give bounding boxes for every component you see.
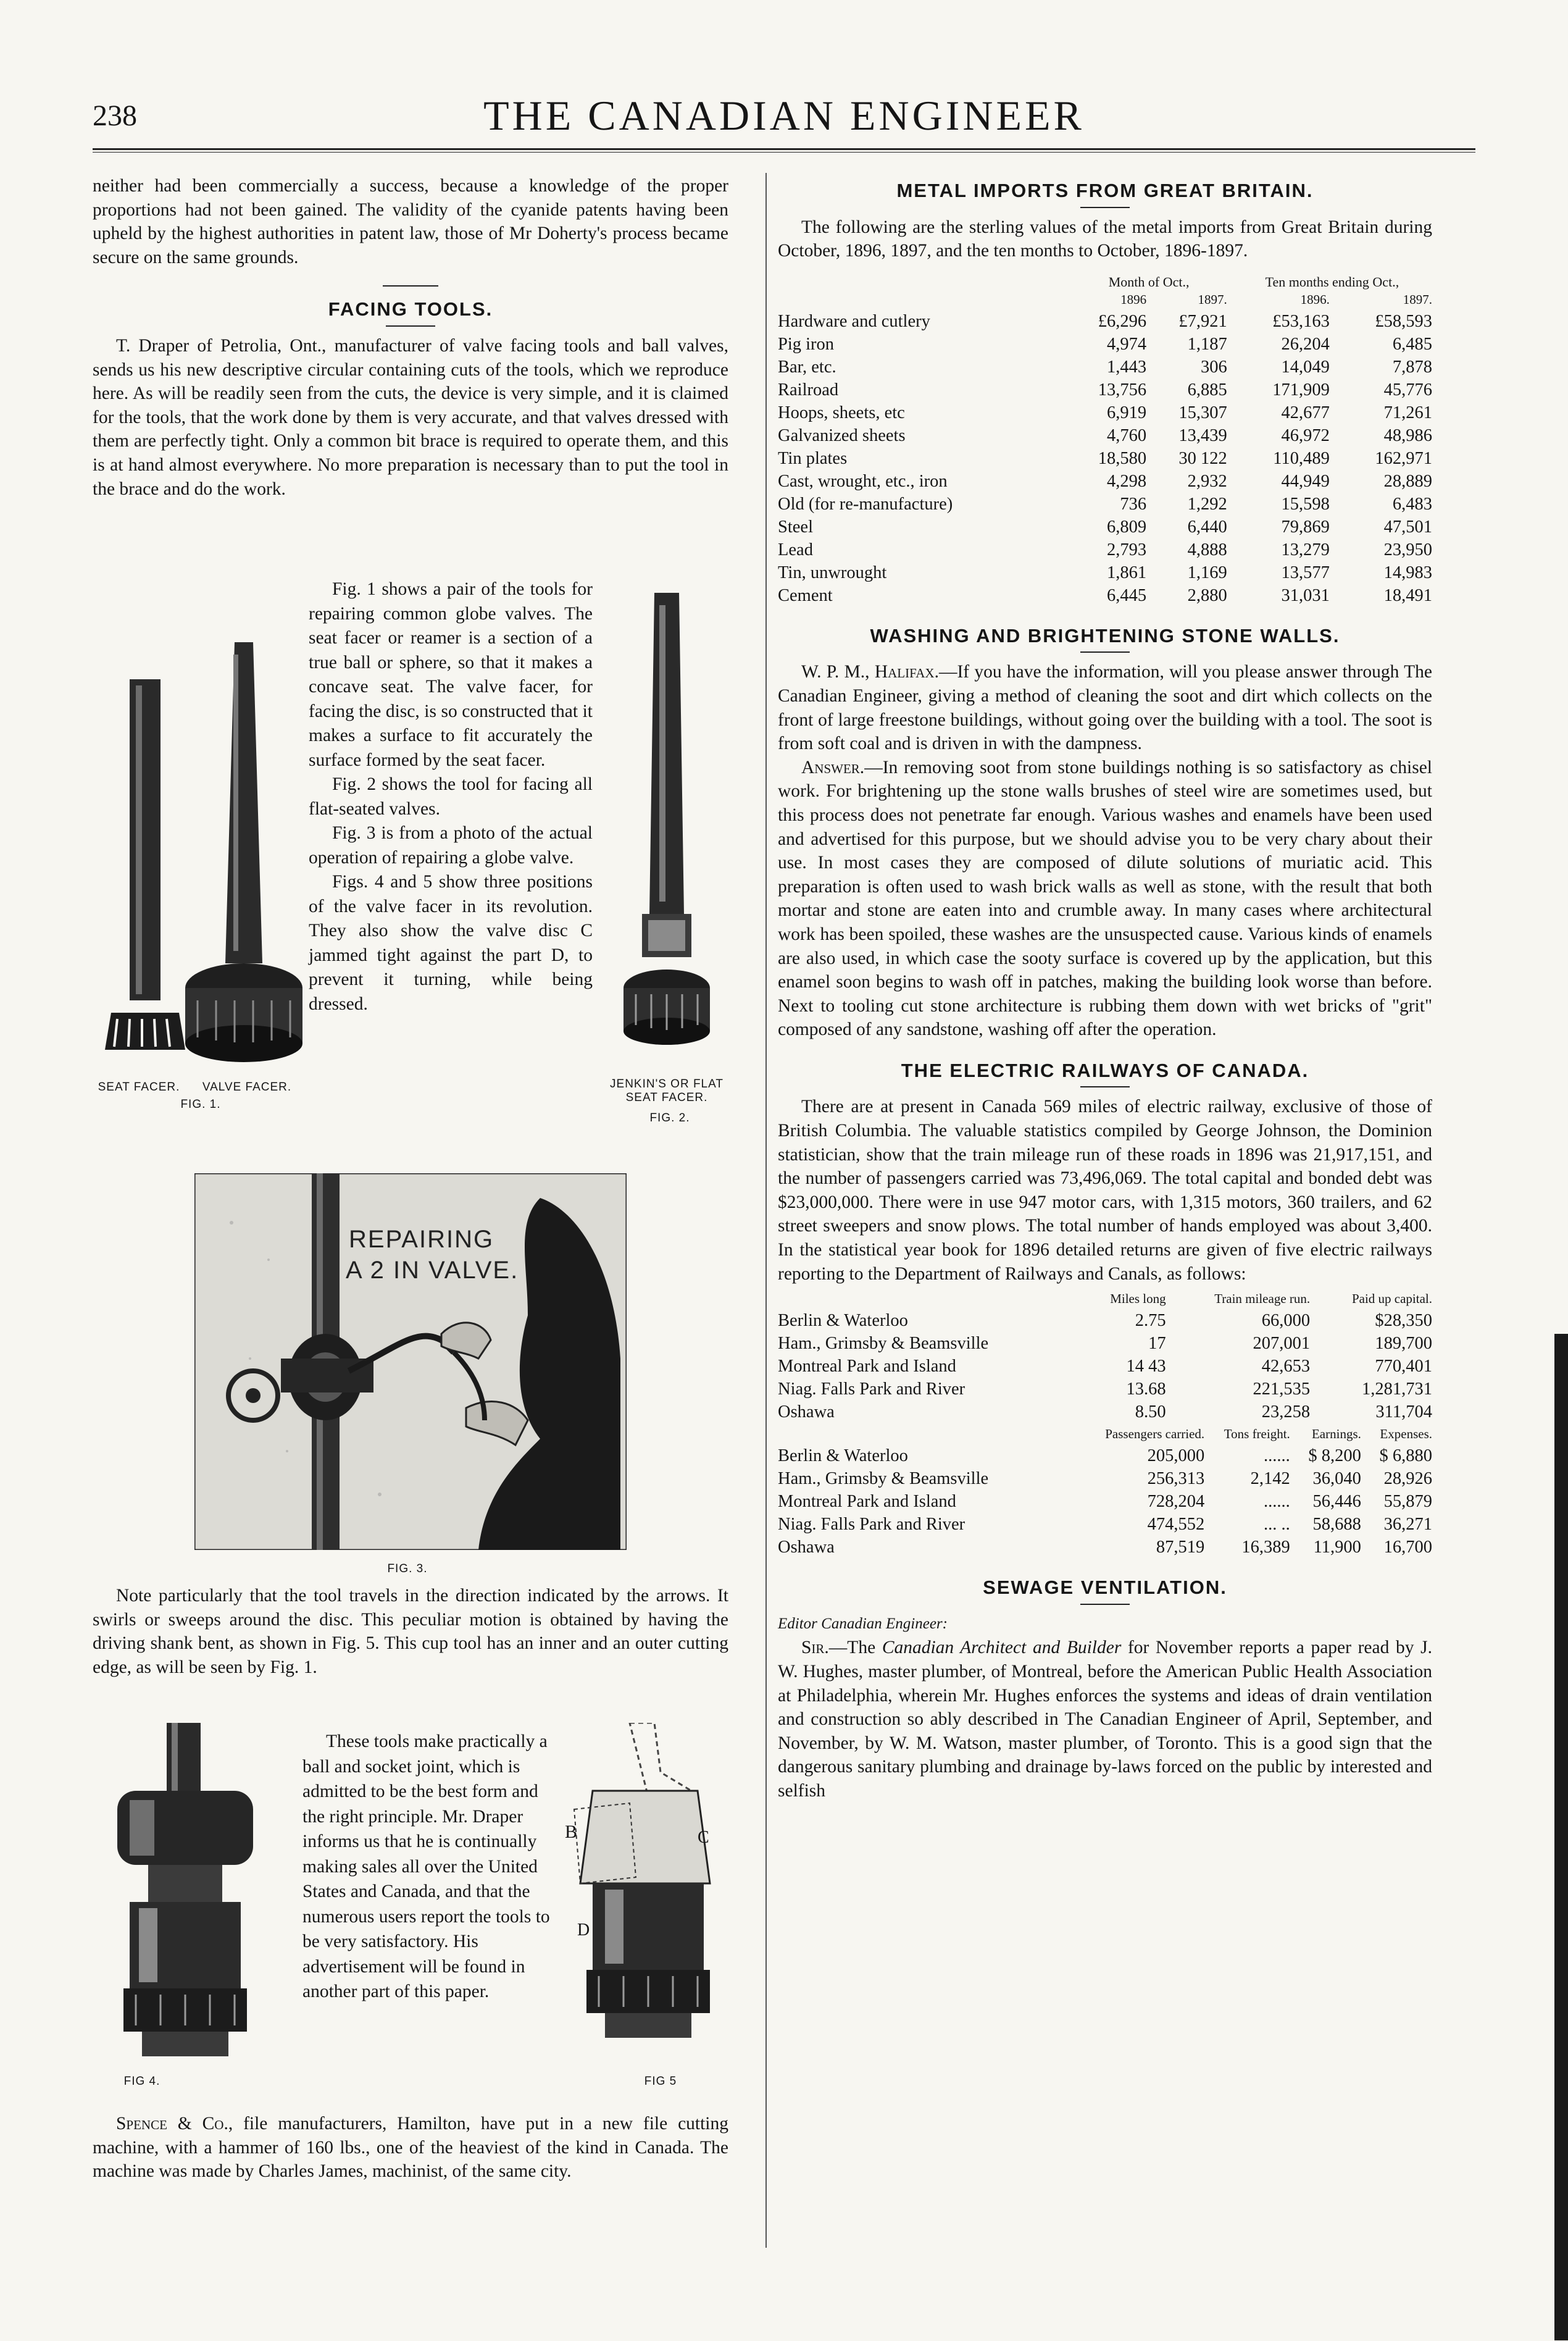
metal-imports-row-label: Bar, etc. [778, 357, 836, 377]
electric-t2-row [778, 1490, 1432, 1513]
facing-tools-para7: These tools make practically a ball and socket joint, which is admitted to be the best form and the right principle. Mr. Draper informs us that he is continually making sales all over the United States and Canada, and that the numerous users report the tools to be very satisfactory. His advertisement will be found in another part of this paper. [302, 1732, 550, 2001]
electric-t2-row [778, 1513, 1432, 1536]
metal-imports-cell: 46,972 [1281, 425, 1330, 445]
facing-tools-para4: Fig. 3 is from a photo of the actual operation of repairing a globe valve. [309, 823, 593, 868]
page-number: 238 [93, 99, 137, 132]
washing-heading: WASHING AND BRIGHTENING STONE WALLS. [870, 624, 1340, 647]
electric-t2-cell: ...... [1264, 1492, 1290, 1512]
fig3-sign-line1: REPAIRING [349, 1226, 494, 1253]
electric-t2-cell: 474,552 [1147, 1515, 1205, 1535]
fig1-label-valve-facer: VALVE FACER. [202, 1081, 292, 1094]
metal-imports-cell: 1,187 [1187, 334, 1227, 354]
fig5-caption: FIG 5 [644, 2075, 677, 2088]
metal-imports-cell: 13,439 [1178, 425, 1227, 445]
electric-t1-cell: 2.75 [1135, 1311, 1166, 1331]
fig5-illustration [556, 1723, 728, 2075]
metal-imports-row [778, 356, 1432, 379]
electric-t2-cell: 16,389 [1241, 1538, 1290, 1557]
washing-question: —If you have the information, will you please answer through The Canadian Engineer, giving a method of cleaning the soot and dirt which collects on the front of large freestone buildings, without going over the building with a tool. The soot is from soft coal and is driven in with the dampness. [778, 662, 1432, 754]
left-column [93, 174, 728, 501]
metal-imports-cell: 42,677 [1281, 403, 1330, 422]
fig5-letter-b: B [565, 1822, 578, 1842]
metal-imports-cell: 30 122 [1178, 448, 1227, 468]
metal-imports-row [778, 561, 1432, 584]
sewage-text-start: —The [828, 1638, 882, 1658]
metal-imports-cell: 306 [1201, 357, 1227, 377]
metal-imports-cell: 15,598 [1281, 494, 1330, 514]
metal-group-month: Month of Oct., [1108, 274, 1190, 290]
electric-t2-cell: 56,446 [1312, 1492, 1361, 1512]
metal-imports-cell: 1,169 [1187, 563, 1227, 582]
fig45-side-text [302, 1729, 556, 2004]
metal-imports-row [778, 379, 1432, 401]
fig4-caption: FIG 4. [123, 2075, 161, 2088]
electric-t1-row-label: Ham., Grimsby & Beamsville [778, 1334, 989, 1354]
electric-t2-h1: Passengers carried. [1105, 1426, 1205, 1442]
header-rule-thin [93, 152, 1475, 153]
metal-imports-cell: 13,279 [1281, 540, 1330, 559]
metal-imports-cell: 14,049 [1281, 357, 1330, 377]
right-column [778, 174, 1432, 1803]
electric-t2-row-label: Niag. Falls Park and River [778, 1515, 965, 1535]
washing-answer: —In removing soot from stone buildings nothing is so satisfactory as chisel work. For brightening up the stone walls brushes of steel wire are sometimes used, but this process does not penetrate far enough. Various washes and enamels have been used and advertised for this purpose, but we should advise you to be very chary about their use. In most cases they are composed of dilute solutions of muriatic acid. This preparation is often used to wash brick walls as well as stone, with the result that both mortar and stone are eaten into and crumble away. In many cases where architectural work has been spoiled, these washes are the unsuspected cause. Various kinds of enamels are also used, in which case the sooty surface is covered up by the application, but this enamel soon begins to wash off in patches, making the building look worse than before. Next to tooling cut stone architecture is rubbing them down with wet bricks of "grit" composed of any sandstone, washing off after the operation. [778, 757, 1432, 1040]
electric-t1-cell: 42,653 [1261, 1357, 1311, 1376]
electric-t2-cell: 205,000 [1147, 1446, 1205, 1466]
metal-imports-cell: £6,296 [1098, 311, 1147, 331]
fig2-illustration [611, 593, 728, 1074]
metal-imports-cell: 110,489 [1273, 448, 1330, 468]
fig5-letter-c: C [698, 1828, 709, 1847]
metal-imports-cell: 13,756 [1098, 380, 1147, 400]
electric-t2-row-label: Oshawa [778, 1538, 835, 1557]
electric-t1-row [778, 1332, 1432, 1355]
electric-t1-cell: 17 [1148, 1334, 1166, 1354]
electric-t1-cell: 221,535 [1253, 1380, 1311, 1399]
electric-t2-cell: 28,926 [1383, 1469, 1432, 1489]
facing-tools-para5: Figs. 4 and 5 show three positions of the valve facer in its revolution. They also show the valve disc C jammed tight against the part D, to prevent it turning, while being dressed. [309, 872, 593, 1014]
scan-edge-bar [1554, 1334, 1568, 2340]
metal-imports-cell: 171,909 [1272, 380, 1330, 400]
metal-imports-cell: 6,885 [1187, 380, 1227, 400]
electric-t2-cell: ...... [1264, 1446, 1290, 1466]
metal-imports-cell: 4,298 [1106, 471, 1147, 491]
electric-t2-h3: Earnings. [1311, 1426, 1361, 1442]
metal-imports-row-label: Lead [778, 540, 813, 559]
metal-imports-row [778, 310, 1432, 333]
fig5-letter-d: D [577, 1920, 590, 1940]
metal-imports-cell: 2,793 [1106, 540, 1147, 559]
electric-t2-cell: 55,879 [1383, 1492, 1432, 1512]
metal-imports-row-label: Old (for re-manufacture) [778, 494, 953, 514]
metal-imports-row [778, 470, 1432, 493]
metal-imports-intro: The following are the sterling values of the metal imports from Great Britain during October, 1896, 1897, and the ten months to October, 1896-1897. [778, 217, 1432, 261]
electric-t1-row [778, 1309, 1432, 1332]
metal-imports-cell: 7,878 [1392, 357, 1432, 377]
electric-t1-cell: 770,401 [1375, 1357, 1432, 1376]
header-rule [93, 148, 1475, 150]
metal-imports-cell: 6,440 [1187, 517, 1227, 537]
metal-imports-cell: 1,861 [1106, 563, 1147, 582]
electric-t1-cell: 66,000 [1261, 1311, 1311, 1331]
metal-imports-row [778, 493, 1432, 516]
electric-t1-row-label: Berlin & Waterloo [778, 1311, 908, 1331]
metal-imports-cell: £53,163 [1272, 311, 1330, 331]
metal-imports-cell: 79,869 [1281, 517, 1330, 537]
metal-imports-cell: 1,292 [1187, 494, 1227, 514]
electric-t2-cell: 58,688 [1312, 1515, 1361, 1535]
metal-imports-cell: 45,776 [1383, 380, 1432, 400]
electric-t2-cell: 87,519 [1156, 1538, 1205, 1557]
metal-imports-row [778, 424, 1432, 447]
metal-imports-cell: £58,593 [1375, 311, 1432, 331]
metal-imports-row-label: Steel [778, 517, 813, 537]
metal-imports-cell: 2,932 [1187, 471, 1227, 491]
electric-t1-cell: 13.68 [1126, 1380, 1166, 1399]
electric-t2-row [778, 1444, 1432, 1467]
electric-t2-cell: 36,271 [1383, 1515, 1432, 1535]
metal-imports-cell: 26,204 [1281, 334, 1330, 354]
metal-imports-cell: 13,577 [1281, 563, 1330, 582]
metal-imports-row-label: Tin plates [778, 448, 848, 468]
metal-imports-cell: 23,950 [1383, 540, 1432, 559]
metal-imports-row-label: Pig iron [778, 334, 835, 354]
intro-paragraph: neither had been commercially a success, because a knowledge of the proper proportions had not been gained. The validity of the cyanide patents having been upheld by the highest authorities in patent law, those of Mr Doherty's process became secure on the same grounds. [93, 176, 728, 267]
electric-t2-cell: 2,142 [1250, 1469, 1290, 1489]
electric-t2-cell: 256,313 [1147, 1469, 1205, 1489]
metal-imports-cell: 6,919 [1106, 403, 1147, 422]
fig1-illustration [93, 618, 309, 1112]
metal-imports-row [778, 447, 1432, 470]
metal-imports-cell: 162,971 [1375, 448, 1432, 468]
electric-t1-h1: Miles long [1110, 1291, 1166, 1307]
electric-t1-h2: Train mileage run. [1214, 1291, 1311, 1307]
electric-t2-row-label: Ham., Grimsby & Beamsville [778, 1469, 989, 1489]
metal-imports-cell: 4,974 [1106, 334, 1147, 354]
fig3-caption: FIG. 3. [387, 1562, 428, 1575]
metal-imports-cell: 6,809 [1106, 517, 1147, 537]
electric-t1-cell: 1,281,731 [1362, 1380, 1432, 1399]
electric-t1-cell: 23,258 [1261, 1402, 1311, 1422]
electric-t1-row [778, 1355, 1432, 1378]
fig2-caption: FIG. 2. [649, 1112, 690, 1124]
facing-tools-para6: Note particularly that the tool travels in the direction indicated by the arrows. It swirls or sweeps around the disc. This peculiar motion is obtained by having the driving shank bent, as shown in Fig. 5. This cup tool has an inner and an outer cutting edge, as will be seen by Fig. 1. [93, 1586, 728, 1677]
electric-t1-cell: $28,350 [1375, 1311, 1432, 1331]
electric-t1-row-label: Oshawa [778, 1402, 835, 1422]
fig2-label: JENKIN'S OR FLAT SEAT FACER. [610, 1078, 724, 1104]
metal-imports-row-label: Railroad [778, 380, 839, 400]
metal-imports-cell: 47,501 [1383, 517, 1432, 537]
facing-tools-para3: Fig. 2 shows the tool for facing all flat-seated valves. [309, 774, 593, 819]
metal-imports-table [778, 275, 1432, 607]
metal-imports-cell: 18,491 [1383, 585, 1432, 605]
metal-imports-row [778, 401, 1432, 424]
washing-answer-label: Answer. [801, 757, 865, 777]
metal-imports-cell: 4,760 [1106, 425, 1147, 445]
metal-imports-cell: £7,921 [1178, 311, 1227, 331]
metal-imports-cell: 6,485 [1392, 334, 1432, 354]
electric-t1-cell: 311,704 [1375, 1402, 1432, 1422]
electric-t2-cell: 16,700 [1383, 1538, 1432, 1557]
metal-imports-cell: 2,880 [1187, 585, 1227, 605]
electric-t1-row [778, 1401, 1432, 1423]
metal-imports-row-label: Hardware and cutlery [778, 311, 930, 331]
metal-imports-cell: 31,031 [1281, 585, 1330, 605]
journal-title: THE CANADIAN ENGINEER [483, 92, 1085, 139]
spence-paragraph [93, 2112, 728, 2184]
electric-t1-row-label: Niag. Falls Park and River [778, 1380, 965, 1399]
electric-t1-h3: Paid up capital. [1351, 1291, 1432, 1307]
metal-imports-row-label: Tin, unwrought [778, 563, 887, 582]
sewage-sir: Sir. [801, 1638, 829, 1658]
metal-imports-cell: 71,261 [1383, 403, 1432, 422]
metal-imports-cell: 736 [1120, 494, 1147, 514]
electric-t2-row-label: Berlin & Waterloo [778, 1446, 908, 1466]
electric-table-2 [778, 1427, 1432, 1559]
electric-paragraph: There are at present in Canada 569 miles of electric railway, exclusive of those of British Columbia. The valuable statistics compiled by George Johnson, the Dominion statistician, show that the train mileage run of these roads in 1896 was 21,917,151, and the number of passengers carried was 73,496,069. The total capital and bonded debt was $23,000,000. There were in use 947 motor cars, with 1,315 motors, 360 trailers, and 62 street sweepers and snow plows. The total number of hands employed was about 3,400. In the statistical year book for 1896 detailed returns are given of five electric railways reporting to the Department of Railways and Canals, as follows: [778, 1097, 1432, 1284]
metal-imports-cell: 6,483 [1392, 494, 1432, 514]
metal-imports-cell: 6,445 [1106, 585, 1147, 605]
metal-imports-row-label: Hoops, sheets, etc [778, 403, 905, 422]
metal-imports-row-label: Galvanized sheets [778, 425, 906, 445]
electric-t2-row [778, 1536, 1432, 1559]
fig1-label-seat-facer: SEAT FACER. [98, 1081, 180, 1094]
electric-t1-cell: 14 43 [1126, 1357, 1166, 1376]
electric-t2-cell: 728,204 [1147, 1492, 1205, 1512]
washing-question-sig: W. P. M., Halifax. [801, 662, 939, 682]
electric-t1-row [778, 1378, 1432, 1401]
spence-text: , file manufacturers, Hamilton, have put in a new file cutting machine, with a hammer of 160 lbs., one of the heaviest of the kind in Canada. The machine was made by Charles James, machinist, of the same city. [93, 2114, 729, 2182]
sewage-salutation: Editor Canadian Engineer: [778, 1615, 948, 1632]
electric-t1-cell: 8.50 [1135, 1402, 1166, 1422]
metal-imports-cell: 18,580 [1098, 448, 1147, 468]
metal-group-ten: Ten months ending Oct., [1265, 274, 1399, 290]
electric-t2-cell: $ 8,200 [1308, 1446, 1361, 1466]
sewage-text: for November reports a paper read by J. W. Hughes, master plumber, of Montreal, before the American Public Health Association at Philadelphia, wherein Mr. Hughes enforces the systems and ideas of drain ventilation and construction so ably described in The Canadian Engineer of April, September, and November, by W. M. Watson, master plumber, of Toronto. This is a good sign that the dangerous sanitary plumbing and drainage by-laws forced on the public by interested and selfish [778, 1638, 1433, 1801]
electric-t2-cell: $ 6,880 [1379, 1446, 1432, 1466]
metal-imports-cell: 44,949 [1281, 471, 1330, 491]
metal-imports-heading: METAL IMPORTS FROM GREAT BRITAIN. [896, 180, 1314, 201]
metal-imports-row [778, 538, 1432, 561]
fig1-caption: FIG. 1. [180, 1098, 221, 1111]
metal-imports-row [778, 516, 1432, 538]
facing-tools-para2: Fig. 1 shows a pair of the tools for repairing common globe valves. The seat facer or reamer is a section of a true ball or sphere, so that it makes a concave seat. The valve facer, for facing the disc, is so constructed that it makes a surface to fit accurately the surface formed by the seat facer. [309, 579, 593, 770]
spence-lead: Spence & Co. [116, 2114, 228, 2134]
electric-t1-cell: 189,700 [1375, 1334, 1432, 1354]
electric-t2-row-label: Montreal Park and Island [778, 1492, 956, 1512]
metal-imports-row-label: Cast, wrought, etc., iron [778, 471, 948, 491]
electric-table-1 [778, 1292, 1432, 1423]
metal-year-2: 1897. [1198, 291, 1227, 307]
metal-imports-cell: 14,983 [1383, 563, 1432, 582]
electric-t2-cell: 36,040 [1312, 1469, 1361, 1489]
metal-imports-cell: 4,888 [1187, 540, 1227, 559]
metal-year-1: 1896 [1120, 291, 1147, 307]
column-divider [765, 173, 767, 2248]
electric-t2-row [778, 1467, 1432, 1490]
fig3-sign-line2: A 2 IN VALVE. [346, 1257, 519, 1284]
fig-side-text [309, 577, 593, 1016]
metal-year-3: 1896. [1300, 291, 1330, 307]
metal-year-4: 1897. [1403, 291, 1432, 307]
electric-heading: THE ELECTRIC RAILWAYS OF CANADA. [901, 1059, 1309, 1081]
electric-t1-row-label: Montreal Park and Island [778, 1357, 956, 1376]
electric-t2-h4: Expenses. [1380, 1426, 1432, 1442]
metal-imports-cell: 15,307 [1178, 403, 1227, 422]
facing-tools-heading: FACING TOOLS. [328, 298, 493, 320]
metal-imports-cell: 28,889 [1383, 471, 1432, 491]
below-fig3-text [93, 1584, 728, 1679]
electric-t2-cell: ... .. [1264, 1515, 1290, 1535]
electric-t2-cell: 11,900 [1313, 1538, 1361, 1557]
metal-imports-row-label: Cement [778, 585, 833, 605]
facing-tools-para1: T. Draper of Petrolia, Ont., manufacturer of valve facing tools and ball valves, sends us his new descriptive circular containing cuts of the tools, which we reproduce here. As will be readily seen from the cuts, the device is very simple, and it is claimed for the tools, that the work done by them is very accurate, and that valves dressed with them are perfectly tight. Only a common bit brace is required to operate them, and this is at hand almost everywhere. No more preparation is necessary than to put the tool in the brace and do the work. [93, 335, 728, 499]
electric-t2-h2: Tons freight. [1224, 1426, 1290, 1442]
metal-imports-row [778, 584, 1432, 607]
electric-t1-cell: 207,001 [1253, 1334, 1311, 1354]
sewage-publication: Canadian Architect and Builder [882, 1638, 1122, 1658]
metal-imports-row [778, 333, 1432, 356]
sewage-heading: SEWAGE VENTILATION. [983, 1577, 1227, 1599]
metal-imports-cell: 48,986 [1383, 425, 1432, 445]
metal-imports-cell: 1,443 [1106, 357, 1147, 377]
fig4-illustration [93, 1723, 278, 2075]
